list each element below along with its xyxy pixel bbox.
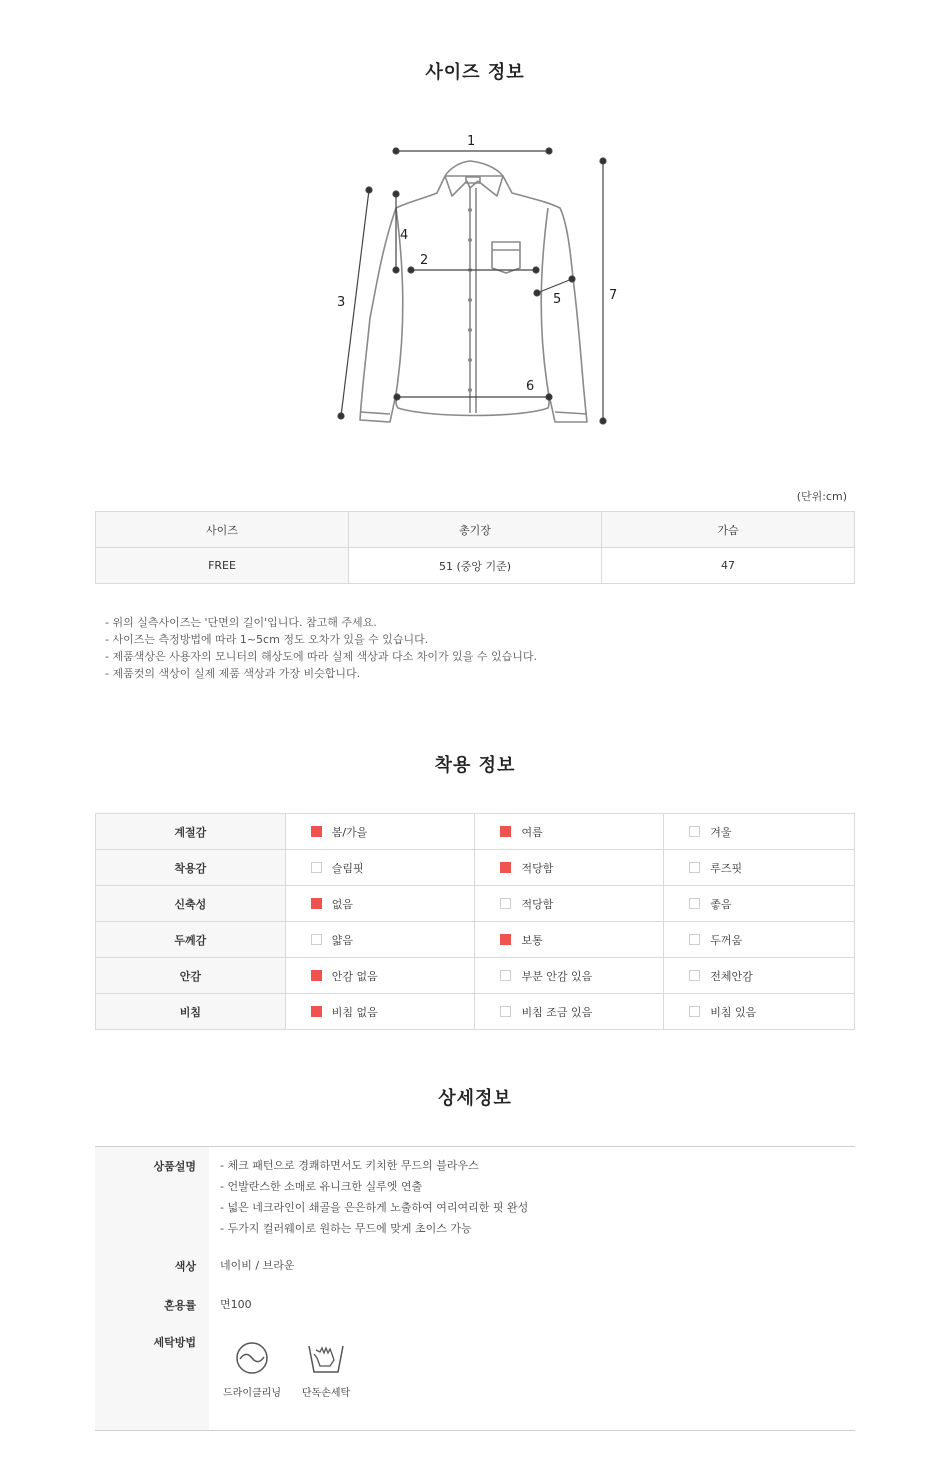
- description-item: - 체크 패턴으로 경쾌하면서도 키치한 무드의 블라우스: [220, 1159, 479, 1172]
- fit-option: [664, 958, 855, 994]
- checked-box-icon: [500, 862, 511, 873]
- fit-option: [664, 922, 855, 958]
- care-item-dry-clean: [217, 1334, 287, 1399]
- fit-option: [285, 994, 475, 1030]
- fit-option: [664, 886, 855, 922]
- material-label: 혼용률: [164, 1299, 196, 1312]
- care-label: 세탁방법: [153, 1336, 196, 1349]
- note-item: - 위의 실측사이즈는 '단면의 길이'입니다. 참고해 주세요.: [105, 616, 377, 629]
- material-value: 면100: [220, 1298, 252, 1311]
- fit-option-label: 두꺼움: [710, 933, 743, 947]
- size-section-title: 사이즈 정보: [425, 62, 525, 83]
- unchecked-box-icon: [500, 970, 511, 981]
- fit-row: [96, 886, 855, 922]
- shirt-collar: [445, 161, 503, 196]
- fit-option-label: 비침 있음: [710, 1005, 757, 1019]
- care-item-hand-wash: [291, 1334, 361, 1399]
- measure-label-5: 5: [553, 292, 562, 307]
- measure-label-4: 4: [400, 228, 409, 243]
- size-table: [95, 511, 855, 584]
- fit-option: [475, 994, 664, 1030]
- fit-row: [96, 922, 855, 958]
- measure-label-6: 6: [526, 379, 535, 394]
- checked-box-icon: [500, 826, 511, 837]
- fit-row: [96, 814, 855, 850]
- detail-section-title: 상세정보: [438, 1088, 512, 1109]
- description-item: - 넓은 네크라인이 쇄골을 은은하게 노출하여 여리여리한 핏 완성: [220, 1201, 529, 1214]
- color-value: 네이비 / 브라운: [220, 1259, 295, 1272]
- measure-label-2: 2: [420, 253, 429, 268]
- fit-option: [664, 814, 855, 850]
- fit-row-label: 신축성: [96, 886, 286, 922]
- care-caption: 단독손세탁: [301, 1388, 351, 1399]
- care-caption: 드라이클리닝: [223, 1388, 281, 1399]
- fit-option-label: 보통: [521, 933, 543, 947]
- hand-wash-icon: [306, 1340, 346, 1376]
- unchecked-box-icon: [689, 898, 700, 909]
- fit-option: [285, 814, 475, 850]
- fit-option-label: 여름: [521, 825, 543, 839]
- description-item: - 언발란스한 소매로 유니크한 실루엣 연출: [220, 1180, 423, 1193]
- unchecked-box-icon: [689, 970, 700, 981]
- fit-option: [475, 958, 664, 994]
- size-notes: [105, 614, 537, 682]
- unit-label: (단위:cm): [796, 490, 847, 503]
- size-header-chest: 가슴: [602, 512, 855, 548]
- measure-label-7: 7: [609, 288, 618, 303]
- checked-box-icon: [311, 970, 322, 981]
- fit-option-label: 비침 조금 있음: [521, 1005, 593, 1019]
- unchecked-box-icon: [689, 862, 700, 873]
- fit-option: [285, 958, 475, 994]
- fit-option-label: 봄/가을: [331, 825, 368, 839]
- fit-option-label: 적당함: [521, 897, 554, 911]
- fit-row-label: 비침: [96, 994, 286, 1030]
- fit-option-label: 겨울: [710, 825, 732, 839]
- shirt-measurement-diagram: [330, 128, 630, 428]
- unchecked-box-icon: [311, 934, 322, 945]
- unchecked-box-icon: [500, 898, 511, 909]
- size-header-length: 총기장: [349, 512, 602, 548]
- description-label: 상품설명: [153, 1160, 196, 1173]
- fit-option-label: 전체안감: [710, 969, 753, 983]
- fit-option-label: 좋음: [710, 897, 732, 911]
- fit-row-label: 착용감: [96, 850, 286, 886]
- note-item: - 제품컷의 색상이 실제 제품 색상과 가장 비슷합니다.: [105, 667, 361, 680]
- checked-box-icon: [500, 934, 511, 945]
- fit-option: [475, 850, 664, 886]
- color-label: 색상: [174, 1260, 196, 1273]
- fit-row-label: 안감: [96, 958, 286, 994]
- size-cell-length: 51 (중앙 기준): [349, 548, 602, 584]
- unchecked-box-icon: [311, 862, 322, 873]
- size-table-header: [96, 512, 855, 548]
- note-item: - 제품색상은 사용자의 모니터의 해상도에 따라 실제 색상과 다소 차이가 있을 수 있습니다.: [105, 650, 537, 663]
- fit-row: [96, 994, 855, 1030]
- fit-section-title: 착용 정보: [434, 755, 516, 776]
- detail-info-panel: [95, 1146, 855, 1431]
- table-row: [96, 548, 855, 584]
- unchecked-box-icon: [689, 826, 700, 837]
- note-item: - 사이즈는 측정방법에 따라 1~5cm 정도 오차가 있을 수 있습니다.: [105, 633, 429, 646]
- fit-option: [285, 850, 475, 886]
- fit-option-label: 부분 안감 있음: [521, 969, 593, 983]
- fit-option-label: 비침 없음: [331, 1005, 378, 1019]
- size-cell-size: FREE: [96, 548, 349, 584]
- measure-label-3: 3: [337, 295, 346, 310]
- unchecked-box-icon: [689, 934, 700, 945]
- fit-row-label: 계절감: [96, 814, 286, 850]
- fit-option-label: 얇음: [331, 933, 353, 947]
- fit-option: [664, 850, 855, 886]
- checked-box-icon: [311, 898, 322, 909]
- unchecked-box-icon: [500, 1006, 511, 1017]
- fit-option: [475, 886, 664, 922]
- fit-option: [285, 886, 475, 922]
- fit-option: [285, 922, 475, 958]
- size-cell-chest: 47: [602, 548, 855, 584]
- fit-option-label: 적당함: [521, 861, 554, 875]
- checked-box-icon: [311, 826, 322, 837]
- size-header-size: 사이즈: [96, 512, 349, 548]
- description-item: - 두가지 컬러웨이로 원하는 무드에 맞게 초이스 가능: [220, 1222, 472, 1235]
- fit-option-label: 안감 없음: [331, 969, 378, 983]
- fit-option-label: 없음: [331, 897, 353, 911]
- dry-clean-icon: [234, 1340, 270, 1376]
- fit-option-label: 슬림핏: [331, 861, 364, 875]
- fit-option: [475, 922, 664, 958]
- fit-row-label: 두께감: [96, 922, 286, 958]
- checked-box-icon: [311, 1006, 322, 1017]
- unchecked-box-icon: [689, 1006, 700, 1017]
- fit-option-label: 루즈핏: [710, 861, 743, 875]
- fit-row: [96, 850, 855, 886]
- fit-table: [95, 813, 855, 1030]
- measure-label-1: 1: [467, 134, 476, 149]
- fit-row: [96, 958, 855, 994]
- fit-option: [664, 994, 855, 1030]
- description-list: [220, 1155, 528, 1239]
- fit-option: [475, 814, 664, 850]
